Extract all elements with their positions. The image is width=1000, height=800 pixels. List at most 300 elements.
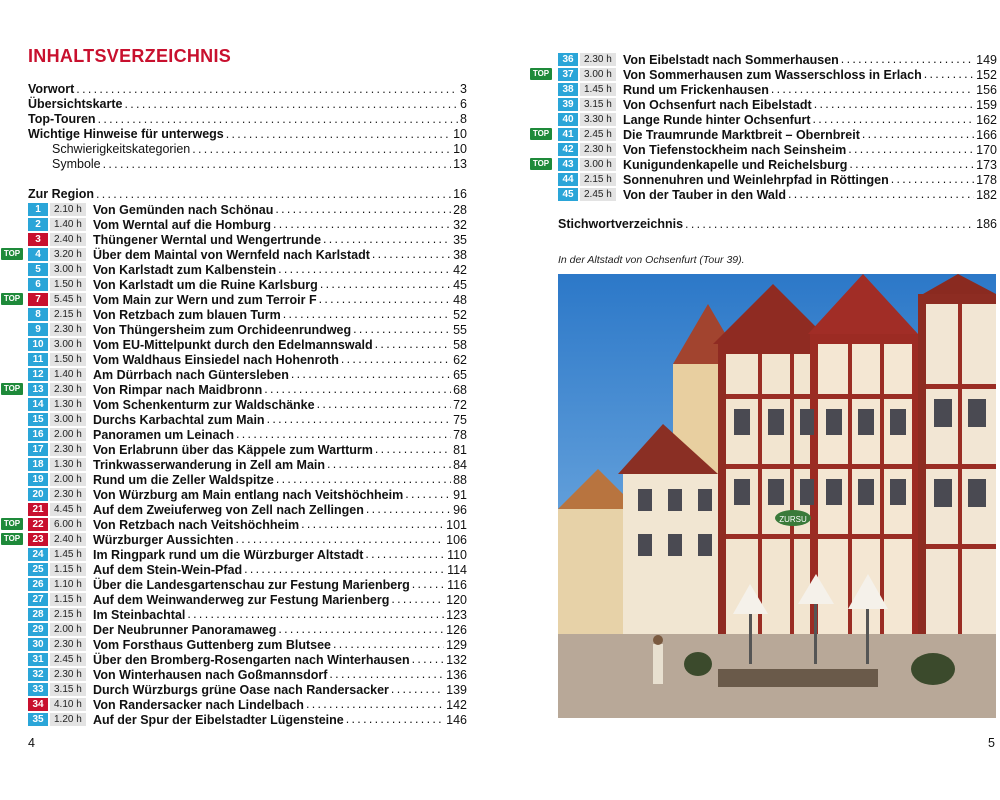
tour-name: Vom Forsthaus Guttenberg zum Blutsee bbox=[93, 637, 331, 652]
toc-entry-page: 6 bbox=[460, 97, 467, 111]
leader-dots bbox=[771, 82, 974, 97]
tour-page: 126 bbox=[446, 622, 467, 637]
tour-page: 45 bbox=[453, 277, 467, 292]
tour-row bbox=[3, 247, 467, 262]
leader-dots bbox=[405, 487, 451, 502]
tour-row bbox=[28, 712, 467, 727]
leader-dots bbox=[125, 97, 459, 112]
leader-dots bbox=[264, 382, 451, 397]
leader-dots bbox=[365, 547, 445, 562]
tour-number-badge: 29 bbox=[28, 623, 48, 636]
leader-dots bbox=[319, 292, 451, 307]
tour-duration: 2.40 h bbox=[50, 533, 86, 546]
tour-number-badge: 34 bbox=[28, 698, 48, 711]
tour-number-badge: 14 bbox=[28, 398, 48, 411]
tour-name: Vom EU-Mittelpunkt durch den Edelmannswald bbox=[93, 337, 373, 352]
tour-duration: 2.30 h bbox=[50, 323, 86, 336]
tour-row bbox=[558, 142, 997, 157]
tour-number-badge: 27 bbox=[28, 593, 48, 606]
tour-number-badge: 25 bbox=[28, 563, 48, 576]
leader-dots bbox=[375, 337, 451, 352]
tour-number-badge: 22 bbox=[28, 518, 48, 531]
tour-page: 159 bbox=[976, 97, 997, 112]
leader-dots bbox=[924, 67, 974, 82]
top-tour-badge: TOP bbox=[1, 248, 23, 260]
tour-number-badge: 13 bbox=[28, 383, 48, 396]
tour-name: Von Karlstadt um die Ruine Karlsburg bbox=[93, 277, 318, 292]
toc-entry-page: 16 bbox=[453, 187, 467, 201]
toc-entry-page: 8 bbox=[460, 112, 467, 126]
tour-duration: 2.00 h bbox=[50, 623, 86, 636]
tour-row bbox=[28, 337, 467, 352]
tour-name: Von Retzbach nach Veitshöchheim bbox=[93, 517, 300, 532]
leader-dots bbox=[329, 667, 444, 682]
tour-row bbox=[558, 172, 997, 187]
tour-duration: 2.45 h bbox=[580, 188, 616, 201]
tour-number-badge: 33 bbox=[28, 683, 48, 696]
tour-page: 120 bbox=[446, 592, 467, 607]
tour-name: Über dem Maintal von Wernfeld nach Karlstadt bbox=[93, 247, 370, 262]
tour-row bbox=[558, 187, 997, 202]
leader-dots bbox=[891, 172, 974, 187]
toc-entry-sub-5 bbox=[52, 157, 467, 172]
tour-page: 116 bbox=[447, 577, 467, 592]
tour-name: Von Würzburg am Main entlang nach Veitshöchheim bbox=[93, 487, 404, 502]
tour-row bbox=[28, 697, 467, 712]
toc-entry-label: Stichwortverzeichnis bbox=[558, 217, 684, 231]
top-tour-badge: TOP bbox=[530, 128, 552, 140]
leader-dots bbox=[236, 532, 445, 547]
tour-page: 173 bbox=[976, 157, 997, 172]
tour-duration: 1.40 h bbox=[50, 218, 86, 231]
tour-name: Von der Tauber in den Wald bbox=[623, 187, 786, 202]
tour-name: Von Karlstadt zum Kalbenstein bbox=[93, 262, 277, 277]
tour-row bbox=[28, 667, 467, 682]
tour-page: 106 bbox=[446, 532, 467, 547]
leader-dots bbox=[276, 472, 451, 487]
leader-dots bbox=[327, 457, 451, 472]
tour-name: Vom Main zur Wern und zum Terroir F bbox=[93, 292, 317, 307]
tour-page: 78 bbox=[453, 427, 467, 442]
tour-duration: 5.45 h bbox=[50, 293, 86, 306]
tour-name: Rund um Frickenhausen bbox=[623, 82, 769, 97]
photo-caption: In der Altstadt von Ochsenfurt (Tour 39). bbox=[558, 254, 745, 266]
tour-page: 62 bbox=[453, 352, 467, 367]
tour-duration: 1.50 h bbox=[50, 353, 86, 366]
leader-dots bbox=[366, 502, 451, 517]
leader-dots bbox=[685, 217, 974, 232]
tour-row bbox=[3, 292, 467, 307]
tour-page: 52 bbox=[453, 307, 467, 322]
tour-row bbox=[28, 622, 467, 637]
tour-page: 96 bbox=[453, 502, 467, 517]
tour-duration: 2.45 h bbox=[50, 653, 86, 666]
tour-duration: 2.15 h bbox=[580, 173, 616, 186]
tour-name: Von Sommerhausen zum Wasserschloss in Erlach bbox=[623, 67, 922, 82]
toc-entry-label: Symbole bbox=[52, 157, 101, 171]
tour-number-badge: 35 bbox=[28, 713, 48, 726]
tour-page: 162 bbox=[976, 112, 997, 127]
leader-dots bbox=[187, 607, 444, 622]
tour-name: Auf der Spur der Eibelstadter Lügensteine bbox=[93, 712, 344, 727]
top-tour-badge: TOP bbox=[1, 383, 23, 395]
tour-name: Thüngener Werntal und Wengertrunde bbox=[93, 232, 322, 247]
tour-page: 156 bbox=[976, 82, 997, 97]
tour-page: 146 bbox=[446, 712, 467, 727]
tour-duration: 3.30 h bbox=[580, 113, 616, 126]
tour-number-badge: 8 bbox=[28, 308, 48, 321]
tour-duration: 3.20 h bbox=[50, 248, 86, 261]
leader-dots bbox=[283, 307, 451, 322]
tour-name: Von Eibelstadt nach Sommerhausen bbox=[623, 52, 839, 67]
toc-entry-page: 13 bbox=[453, 157, 467, 171]
leader-dots bbox=[317, 397, 452, 412]
leader-dots bbox=[103, 157, 451, 172]
tour-row bbox=[3, 382, 467, 397]
tour-page: 58 bbox=[453, 337, 467, 352]
leader-dots bbox=[813, 112, 975, 127]
tour-number-badge: 5 bbox=[28, 263, 48, 276]
tour-name: Lange Runde hinter Ochsenfurt bbox=[623, 112, 811, 127]
tour-duration: 2.30 h bbox=[50, 383, 86, 396]
tour-name: Von Erlabrunn über das Käppele zum Wartturm bbox=[93, 442, 373, 457]
tour-page: 72 bbox=[453, 397, 467, 412]
tour-number-badge: 10 bbox=[28, 338, 48, 351]
tour-row bbox=[558, 112, 997, 127]
tour-page: 81 bbox=[453, 442, 467, 457]
tour-row bbox=[28, 607, 467, 622]
tour-name: Sonnenuhren und Weinlehrpfad in Röttingen bbox=[623, 172, 889, 187]
tour-name: Von Randersacker nach Lindelbach bbox=[93, 697, 304, 712]
tour-number-badge: 17 bbox=[28, 443, 48, 456]
tour-name: Würzburger Aussichten bbox=[93, 532, 234, 547]
leader-dots bbox=[301, 517, 444, 532]
tour-number-badge: 18 bbox=[28, 458, 48, 471]
tour-number-badge: 37 bbox=[558, 68, 578, 81]
leader-dots bbox=[841, 52, 974, 67]
tour-duration: 3.15 h bbox=[50, 683, 86, 696]
tour-number-badge: 3 bbox=[28, 233, 48, 246]
tour-row bbox=[28, 502, 467, 517]
leader-dots bbox=[353, 322, 451, 337]
leader-dots bbox=[306, 697, 444, 712]
toc-entry-2 bbox=[28, 112, 467, 127]
tour-row bbox=[28, 262, 467, 277]
toc-entry-label: Vorwort bbox=[28, 82, 75, 96]
tour-number-badge: 16 bbox=[28, 428, 48, 441]
tour-duration: 2.30 h bbox=[50, 668, 86, 681]
shop-sign: ZURSU bbox=[779, 515, 807, 524]
leader-dots bbox=[192, 142, 451, 157]
tour-number-badge: 26 bbox=[28, 578, 48, 591]
tour-row bbox=[28, 307, 467, 322]
tour-name: Von Thüngersheim zum Orchideenrundweg bbox=[93, 322, 352, 337]
tour-row bbox=[28, 367, 467, 382]
toc-entry-sub-4 bbox=[52, 142, 467, 157]
toc-entry-zur-region bbox=[28, 187, 467, 202]
tour-row bbox=[28, 457, 467, 472]
tour-number-badge: 24 bbox=[28, 548, 48, 561]
tour-duration: 1.50 h bbox=[50, 278, 86, 291]
tour-duration: 2.30 h bbox=[580, 53, 616, 66]
tour-page: 182 bbox=[976, 187, 997, 202]
toc-entry-3 bbox=[28, 127, 467, 142]
tour-row bbox=[28, 397, 467, 412]
tour-name: Trinkwasserwanderung in Zell am Main bbox=[93, 457, 326, 472]
tour-row bbox=[28, 577, 467, 592]
tour-page: 65 bbox=[453, 367, 467, 382]
tour-duration: 1.15 h bbox=[50, 563, 86, 576]
tour-name: Von Retzbach zum blauen Turm bbox=[93, 307, 281, 322]
photo-ochsenfurt-old-town bbox=[558, 274, 996, 718]
tour-row bbox=[558, 82, 997, 97]
tour-name: Von Tiefenstockheim nach Seinsheim bbox=[623, 142, 847, 157]
top-tour-badge: TOP bbox=[1, 518, 23, 530]
top-tour-badge: TOP bbox=[530, 158, 552, 170]
tour-name: Vom Waldhaus Einsiedel nach Hohenroth bbox=[93, 352, 339, 367]
toc-entry-1 bbox=[28, 97, 467, 112]
tour-name: Am Dürrbach nach Güntersleben bbox=[93, 367, 289, 382]
tour-number-badge: 43 bbox=[558, 158, 578, 171]
tour-row bbox=[28, 427, 467, 442]
tour-page: 114 bbox=[447, 562, 467, 577]
tour-page: 170 bbox=[976, 142, 997, 157]
tour-duration: 2.00 h bbox=[50, 473, 86, 486]
leader-dots bbox=[412, 652, 445, 667]
tour-duration: 1.10 h bbox=[50, 578, 86, 591]
toc-entry-label: Schwierigkeitskategorien bbox=[52, 142, 191, 156]
tour-name: Von Winterhausen nach Goßmannsdorf bbox=[93, 667, 328, 682]
tour-duration: 3.00 h bbox=[50, 263, 86, 276]
toc-entry-label: Übersichtskarte bbox=[28, 97, 123, 111]
leader-dots bbox=[346, 712, 444, 727]
toc-entry-stichwortverzeichnis bbox=[558, 217, 997, 232]
tour-duration: 3.00 h bbox=[50, 338, 86, 351]
tour-name: Im Steinbachtal bbox=[93, 607, 186, 622]
tour-page: 35 bbox=[453, 232, 467, 247]
tour-name: Auf dem Weinwanderweg zur Festung Marienberg bbox=[93, 592, 390, 607]
toc-title: INHALTSVERZEICHNIS bbox=[28, 46, 232, 66]
leader-dots bbox=[267, 412, 452, 427]
leader-dots bbox=[323, 232, 451, 247]
tour-duration: 2.15 h bbox=[50, 308, 86, 321]
tour-duration: 3.00 h bbox=[580, 68, 616, 81]
toc-entry-page: 186 bbox=[976, 217, 997, 231]
tour-page: 75 bbox=[453, 412, 467, 427]
tour-duration: 2.15 h bbox=[50, 608, 86, 621]
tour-row bbox=[28, 652, 467, 667]
tour-row bbox=[532, 67, 997, 82]
tour-number-badge: 20 bbox=[28, 488, 48, 501]
tour-number-badge: 4 bbox=[28, 248, 48, 261]
tour-number-badge: 1 bbox=[28, 203, 48, 216]
leader-dots bbox=[372, 247, 451, 262]
leader-dots bbox=[273, 217, 451, 232]
tour-row bbox=[28, 562, 467, 577]
tour-row bbox=[558, 97, 997, 112]
tour-name: Durchs Karbachtal zum Main bbox=[93, 412, 265, 427]
toc-entry-page: 3 bbox=[460, 82, 467, 96]
tour-duration: 1.30 h bbox=[50, 458, 86, 471]
tour-row bbox=[28, 472, 467, 487]
tour-duration: 2.00 h bbox=[50, 428, 86, 441]
tour-name: Der Neubrunner Panoramaweg bbox=[93, 622, 277, 637]
top-tour-badge: TOP bbox=[1, 293, 23, 305]
tour-duration: 2.30 h bbox=[580, 143, 616, 156]
tour-name: Von Ochsenfurt nach Eibelstadt bbox=[623, 97, 812, 112]
tour-number-badge: 40 bbox=[558, 113, 578, 126]
leader-dots bbox=[391, 682, 444, 697]
tour-row bbox=[28, 637, 467, 652]
tour-page: 142 bbox=[446, 697, 467, 712]
tour-duration: 1.15 h bbox=[50, 593, 86, 606]
tour-duration: 2.30 h bbox=[50, 638, 86, 651]
leader-dots bbox=[98, 112, 458, 127]
tour-number-badge: 9 bbox=[28, 323, 48, 336]
tour-row bbox=[28, 202, 467, 217]
toc-entry-page: 10 bbox=[453, 142, 467, 156]
tour-row bbox=[28, 682, 467, 697]
tour-name: Über die Landesgartenschau zur Festung Marienberg bbox=[93, 577, 410, 592]
tour-number-badge: 42 bbox=[558, 143, 578, 156]
tour-duration: 3.00 h bbox=[580, 158, 616, 171]
tour-row bbox=[28, 412, 467, 427]
tour-page: 68 bbox=[453, 382, 467, 397]
tour-page: 123 bbox=[446, 607, 467, 622]
leader-dots bbox=[391, 592, 444, 607]
tour-number-badge: 7 bbox=[28, 293, 48, 306]
tour-page: 149 bbox=[976, 52, 997, 67]
tour-name: Vom Schenkenturm zur Waldschänke bbox=[93, 397, 315, 412]
tour-number-badge: 21 bbox=[28, 503, 48, 516]
tour-name: Auf dem Zweiuferweg von Zell nach Zellingen bbox=[93, 502, 364, 517]
tour-number-badge: 19 bbox=[28, 473, 48, 486]
leader-dots bbox=[96, 187, 451, 202]
tour-number-badge: 11 bbox=[28, 353, 48, 366]
leader-dots bbox=[341, 352, 451, 367]
tour-row bbox=[3, 517, 467, 532]
tour-page: 166 bbox=[976, 127, 997, 142]
tour-page: 139 bbox=[446, 682, 467, 697]
tour-number-badge: 45 bbox=[558, 188, 578, 201]
tour-name: Von Rimpar nach Maidbronn bbox=[93, 382, 263, 397]
leader-dots bbox=[814, 97, 974, 112]
tour-name: Die Traumrunde Marktbreit – Obernbreit bbox=[623, 127, 860, 142]
tour-page: 101 bbox=[446, 517, 467, 532]
leader-dots bbox=[76, 82, 458, 97]
tour-row bbox=[28, 322, 467, 337]
tour-row bbox=[28, 352, 467, 367]
tour-duration: 2.45 h bbox=[580, 128, 616, 141]
tour-page: 55 bbox=[453, 322, 467, 337]
leader-dots bbox=[278, 622, 444, 637]
tour-duration: 3.15 h bbox=[580, 98, 616, 111]
tour-duration: 1.40 h bbox=[50, 368, 86, 381]
tour-page: 32 bbox=[453, 217, 467, 232]
tour-duration: 2.10 h bbox=[50, 203, 86, 216]
tour-row bbox=[28, 487, 467, 502]
tour-number-badge: 2 bbox=[28, 218, 48, 231]
toc-entry-label: Zur Region bbox=[28, 187, 94, 201]
tour-row bbox=[558, 52, 997, 67]
tour-page: 42 bbox=[453, 262, 467, 277]
tour-duration: 1.45 h bbox=[580, 83, 616, 96]
tour-page: 28 bbox=[453, 202, 467, 217]
tour-row bbox=[28, 547, 467, 562]
tour-number-badge: 38 bbox=[558, 83, 578, 96]
tour-duration: 3.00 h bbox=[50, 413, 86, 426]
toc-entry-label: Wichtige Hinweise für unterwegs bbox=[28, 127, 224, 141]
tour-name: Über den Bromberg-Rosengarten nach Winterhausen bbox=[93, 652, 410, 667]
leader-dots bbox=[412, 577, 445, 592]
tour-duration: 2.30 h bbox=[50, 443, 86, 456]
toc-entry-label: Top-Touren bbox=[28, 112, 96, 126]
leader-dots bbox=[848, 142, 974, 157]
tour-number-badge: 41 bbox=[558, 128, 578, 141]
tour-row bbox=[28, 232, 467, 247]
leader-dots bbox=[333, 637, 444, 652]
photo-illustration bbox=[558, 274, 996, 718]
tour-number-badge: 15 bbox=[28, 413, 48, 426]
leader-dots bbox=[226, 127, 451, 142]
tour-duration: 1.30 h bbox=[50, 398, 86, 411]
tour-name: Panoramen um Leinach bbox=[93, 427, 235, 442]
tour-name: Vom Werntal auf die Homburg bbox=[93, 217, 272, 232]
leader-dots bbox=[849, 157, 974, 172]
toc-entry-page: 10 bbox=[453, 127, 467, 141]
tour-number-badge: 12 bbox=[28, 368, 48, 381]
tour-name: Im Ringpark rund um die Würzburger Altstadt bbox=[93, 547, 364, 562]
tour-number-badge: 28 bbox=[28, 608, 48, 621]
tour-row bbox=[28, 592, 467, 607]
leader-dots bbox=[320, 277, 451, 292]
page-number-right: 5 bbox=[988, 736, 995, 750]
leader-dots bbox=[278, 262, 451, 277]
tour-row bbox=[28, 277, 467, 292]
tour-row bbox=[28, 217, 467, 232]
tour-row bbox=[532, 157, 997, 172]
tour-number-badge: 44 bbox=[558, 173, 578, 186]
tour-number-badge: 36 bbox=[558, 53, 578, 66]
tour-page: 84 bbox=[453, 457, 467, 472]
tour-number-badge: 32 bbox=[28, 668, 48, 681]
leader-dots bbox=[375, 442, 451, 457]
tour-number-badge: 23 bbox=[28, 533, 48, 546]
leader-dots bbox=[275, 202, 451, 217]
tour-duration: 1.20 h bbox=[50, 713, 86, 726]
tour-number-badge: 6 bbox=[28, 278, 48, 291]
tour-row bbox=[3, 532, 467, 547]
tour-duration: 2.40 h bbox=[50, 233, 86, 246]
top-tour-badge: TOP bbox=[1, 533, 23, 545]
tour-row bbox=[532, 127, 997, 142]
tour-page: 38 bbox=[453, 247, 467, 262]
tour-page: 132 bbox=[446, 652, 467, 667]
page-number-left: 4 bbox=[28, 736, 35, 750]
tour-page: 48 bbox=[453, 292, 467, 307]
tour-duration: 4.45 h bbox=[50, 503, 86, 516]
leader-dots bbox=[291, 367, 451, 382]
tour-name: Von Gemünden nach Schönau bbox=[93, 202, 274, 217]
tour-name: Kunigundenkapelle und Reichelsburg bbox=[623, 157, 848, 172]
tour-page: 136 bbox=[446, 667, 467, 682]
tour-duration: 1.45 h bbox=[50, 548, 86, 561]
leader-dots bbox=[236, 427, 451, 442]
tour-row bbox=[28, 442, 467, 457]
top-tour-badge: TOP bbox=[530, 68, 552, 80]
toc-entry-0 bbox=[28, 82, 467, 97]
leader-dots bbox=[788, 187, 974, 202]
